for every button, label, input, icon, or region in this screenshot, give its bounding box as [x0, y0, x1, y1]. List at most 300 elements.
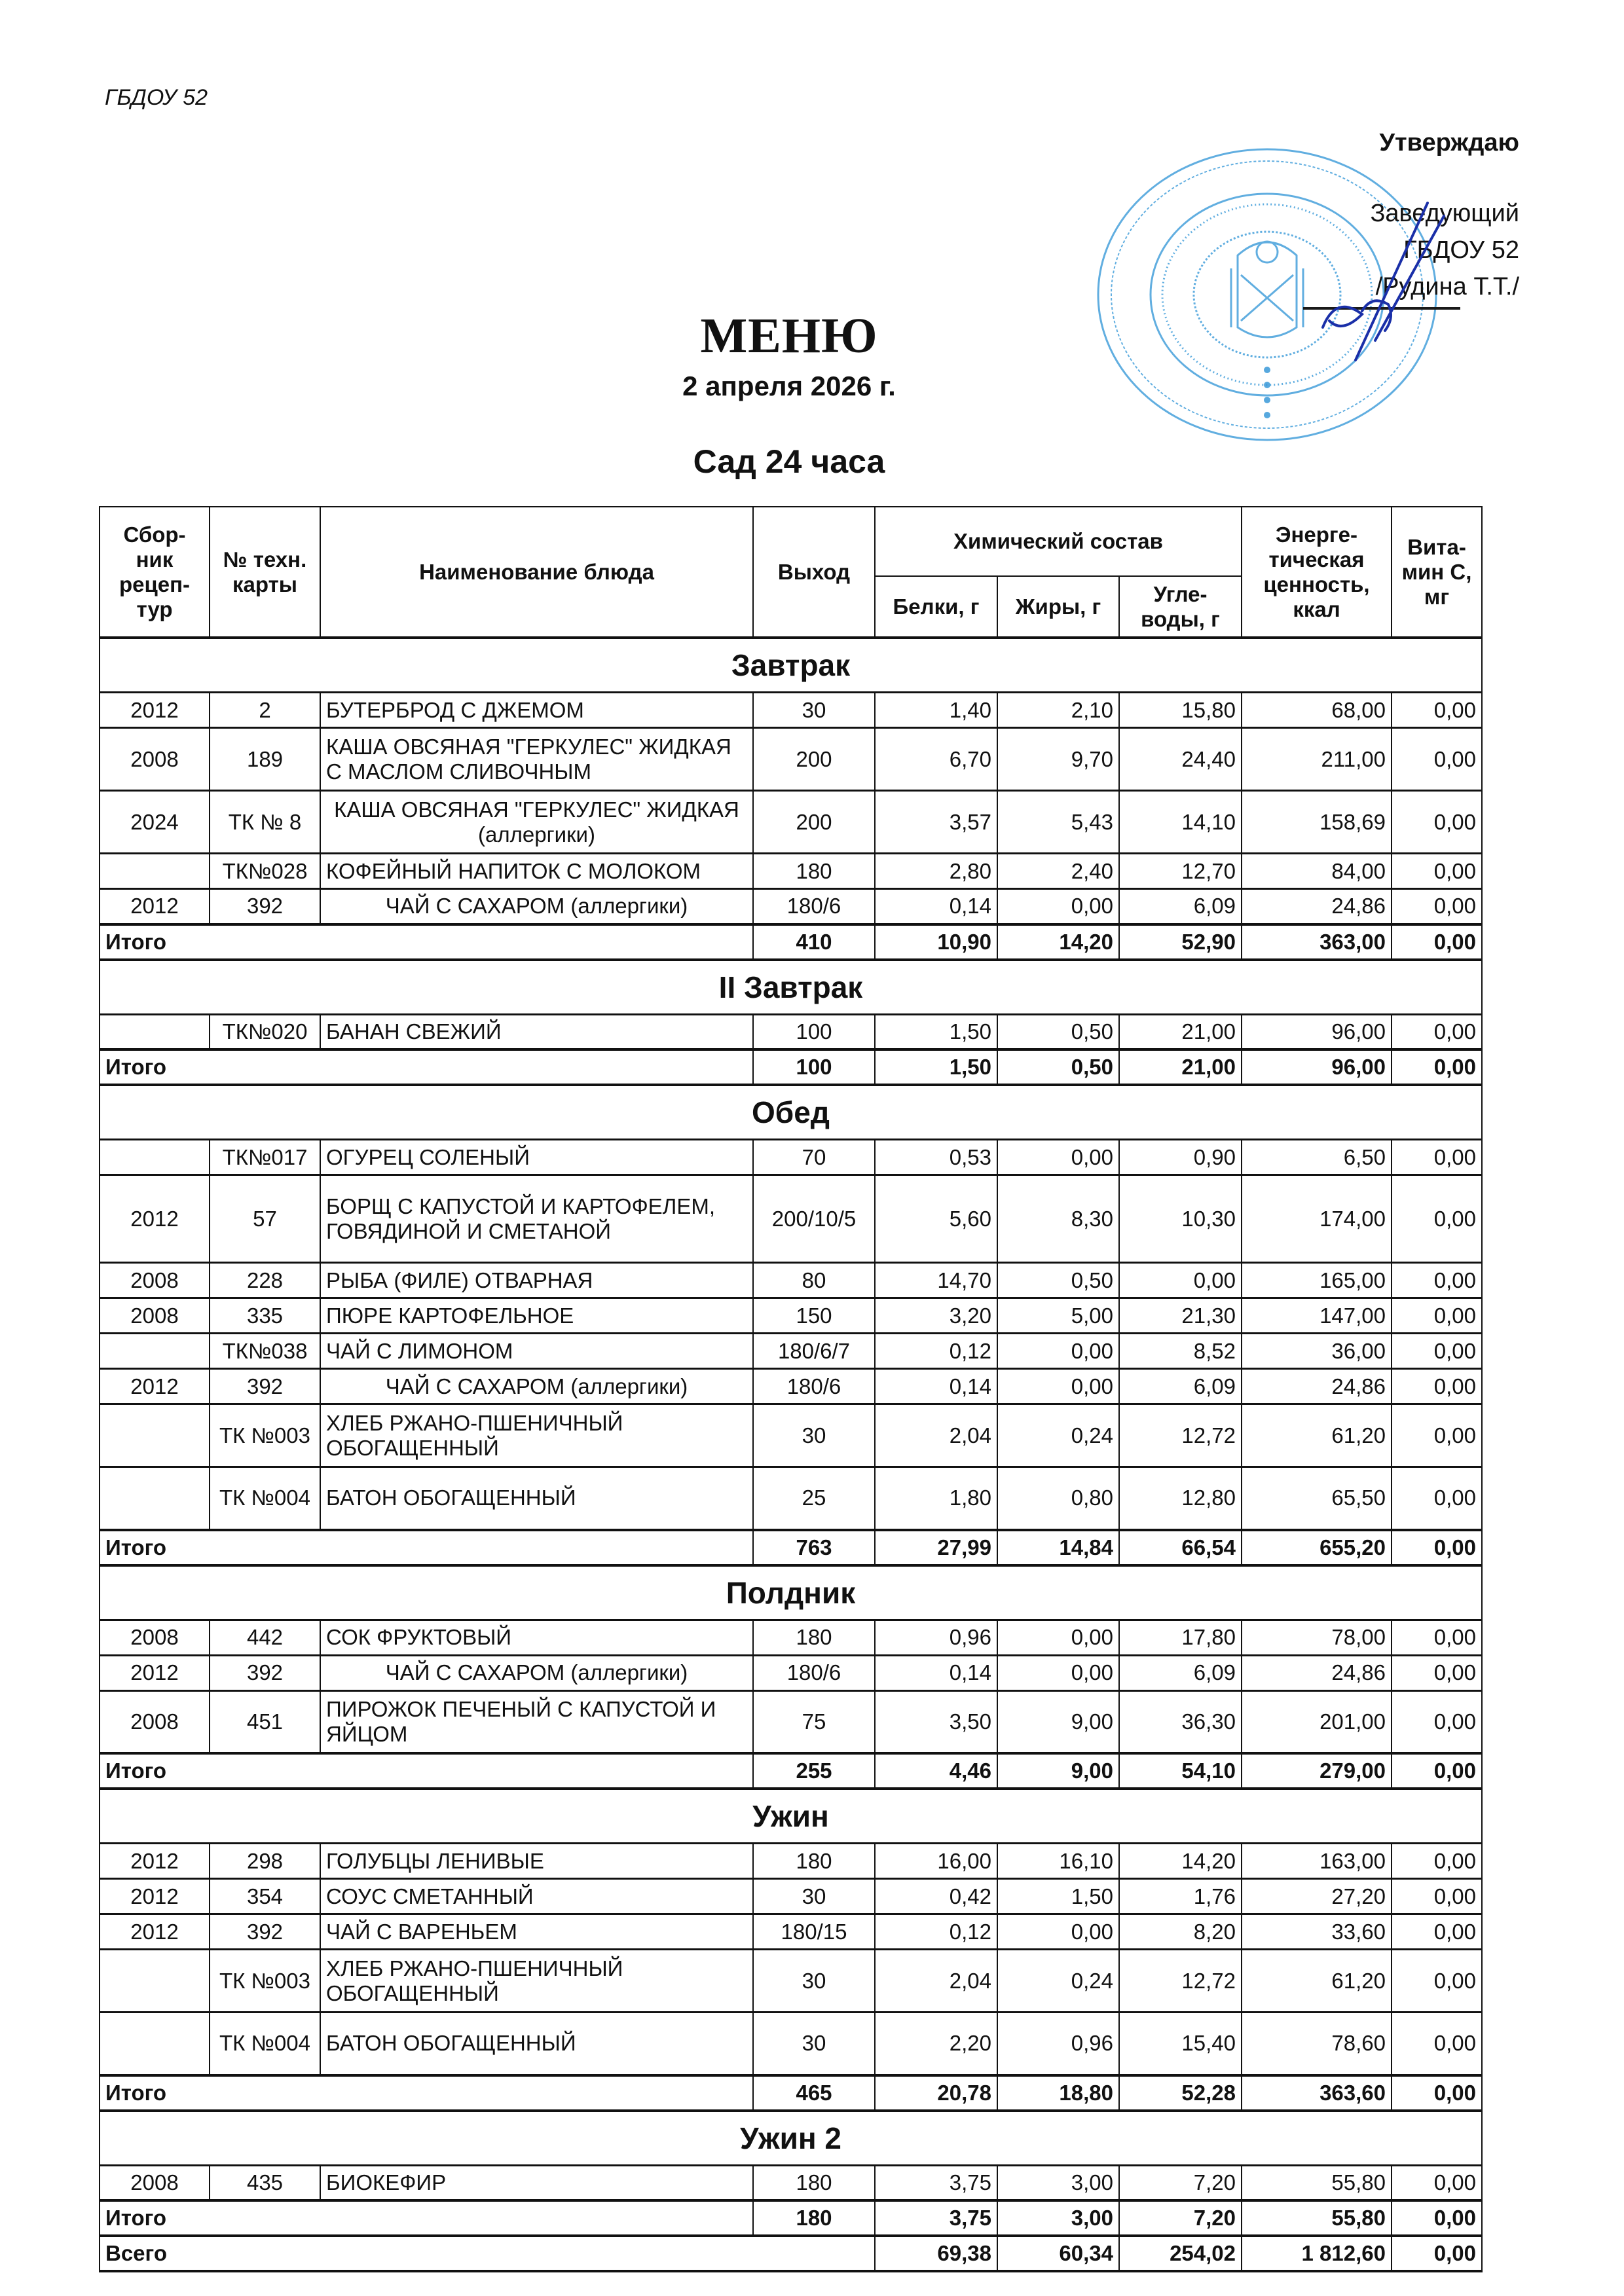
- grand-total-row: [100, 2236, 1482, 2271]
- cell-vitamin-c: 0,00: [1392, 889, 1482, 924]
- total-protein: 3,75: [875, 2200, 997, 2236]
- table-row: [100, 1263, 1482, 1298]
- cell-card-no: 2: [210, 693, 320, 728]
- cell-portion: 70: [753, 1140, 875, 1175]
- cell-collection: 2008: [100, 1620, 210, 1655]
- section-header-row: [100, 2111, 1482, 2166]
- cell-protein: 0,12: [875, 1914, 997, 1950]
- cell-collection: [100, 1404, 210, 1467]
- cell-collection: 2012: [100, 1844, 210, 1879]
- menu-date: 2 апреля 2026 г.: [682, 371, 896, 401]
- cell-protein: 6,70: [875, 728, 997, 791]
- cell-card-no: 442: [210, 1620, 320, 1655]
- section-total-row: [100, 924, 1482, 960]
- cell-portion: 180/15: [753, 1914, 875, 1950]
- cell-carbs: 17,80: [1119, 1620, 1242, 1655]
- total-vitamin-c: 0,00: [1392, 2200, 1482, 2236]
- cell-collection: 2008: [100, 2165, 210, 2200]
- grand-total-label: Всего: [100, 2236, 875, 2271]
- cell-protein: 3,20: [875, 1298, 997, 1334]
- cell-carbs: 8,52: [1119, 1334, 1242, 1369]
- cell-fat: 0,00: [997, 1334, 1119, 1369]
- cell-energy: 24,86: [1242, 1655, 1392, 1690]
- cell-carbs: 6,09: [1119, 1655, 1242, 1690]
- total-portion: 255: [753, 1753, 875, 1789]
- cell-fat: 5,43: [997, 791, 1119, 854]
- cell-protein: 14,70: [875, 1263, 997, 1298]
- cell-protein: 0,14: [875, 1369, 997, 1404]
- menu-subtitle: Сад 24 часа: [693, 443, 885, 480]
- cell-fat: 0,00: [997, 889, 1119, 924]
- total-vitamin-c: 0,00: [1392, 1530, 1482, 1565]
- cell-energy: 163,00: [1242, 1844, 1392, 1879]
- total-vitamin-c: 0,00: [1392, 1049, 1482, 1085]
- cell-carbs: 10,30: [1119, 1175, 1242, 1263]
- total-energy: 655,20: [1242, 1530, 1392, 1565]
- section-total-row: [100, 1049, 1482, 1085]
- cell-portion: 150: [753, 1298, 875, 1334]
- cell-carbs: 6,09: [1119, 889, 1242, 924]
- cell-fat: 0,50: [997, 1263, 1119, 1298]
- cell-card-no: 392: [210, 889, 320, 924]
- cell-fat: 0,00: [997, 1140, 1119, 1175]
- approval-title: Утверждаю: [1379, 129, 1519, 156]
- total-label: Итого: [100, 1530, 753, 1565]
- cell-portion: 30: [753, 1404, 875, 1467]
- cell-energy: 68,00: [1242, 693, 1392, 728]
- total-fat: 14,84: [997, 1530, 1119, 1565]
- cell-protein: 0,14: [875, 1655, 997, 1690]
- cell-portion: 200/10/5: [753, 1175, 875, 1263]
- cell-portion: 30: [753, 693, 875, 728]
- table-row: [100, 728, 1482, 791]
- cell-vitamin-c: 0,00: [1392, 1369, 1482, 1404]
- total-carbs: 66,54: [1119, 1530, 1242, 1565]
- section-title: Обед: [100, 1085, 1482, 1140]
- cell-card-no: ТК№020: [210, 1014, 320, 1049]
- total-protein: 10,90: [875, 924, 997, 960]
- total-fat: 0,50: [997, 1049, 1119, 1085]
- total-vitamin-c: 0,00: [1392, 2075, 1482, 2111]
- total-carbs: 21,00: [1119, 1049, 1242, 1085]
- col-header-fat: Жиры, г: [997, 576, 1119, 638]
- cell-fat: 5,00: [997, 1298, 1119, 1334]
- cell-collection: 2024: [100, 791, 210, 854]
- total-portion: 410: [753, 924, 875, 960]
- cell-collection: 2012: [100, 1175, 210, 1263]
- cell-carbs: 12,70: [1119, 854, 1242, 889]
- table-row: [100, 1298, 1482, 1334]
- cell-fat: 1,50: [997, 1879, 1119, 1914]
- cell-energy: 165,00: [1242, 1263, 1392, 1298]
- total-carbs: 7,20: [1119, 2200, 1242, 2236]
- cell-protein: 3,50: [875, 1690, 997, 1753]
- cell-card-no: 354: [210, 1879, 320, 1914]
- table-row: [100, 1914, 1482, 1950]
- cell-energy: 61,20: [1242, 1950, 1392, 2013]
- cell-energy: 55,80: [1242, 2165, 1392, 2200]
- table-row: [100, 1369, 1482, 1404]
- cell-energy: 33,60: [1242, 1914, 1392, 1950]
- cell-protein: 0,42: [875, 1879, 997, 1914]
- cell-card-no: 435: [210, 2165, 320, 2200]
- cell-card-no: ТК№017: [210, 1140, 320, 1175]
- total-label: Итого: [100, 2200, 753, 2236]
- cell-protein: 3,75: [875, 2165, 997, 2200]
- cell-portion: 30: [753, 1950, 875, 2013]
- organization-label: ГБДОУ 52: [105, 85, 208, 110]
- cell-protein: 0,12: [875, 1334, 997, 1369]
- cell-vitamin-c: 0,00: [1392, 1655, 1482, 1690]
- cell-collection: 2008: [100, 728, 210, 791]
- approval-name: /Рудина Т.Т./: [1375, 273, 1519, 301]
- section-total-row: [100, 2075, 1482, 2111]
- cell-dish-name: КАША ОВСЯНАЯ "ГЕРКУЛЕС" ЖИДКАЯ (аллергики): [320, 791, 753, 854]
- table-row: [100, 2165, 1482, 2200]
- cell-vitamin-c: 0,00: [1392, 1175, 1482, 1263]
- cell-fat: 0,00: [997, 1655, 1119, 1690]
- cell-carbs: 12,80: [1119, 1467, 1242, 1530]
- table-row: [100, 1467, 1482, 1530]
- table-row: [100, 1844, 1482, 1879]
- col-header-collection: Сбор-ник рецеп-тур: [100, 507, 210, 638]
- cell-energy: 36,00: [1242, 1334, 1392, 1369]
- cell-energy: 96,00: [1242, 1014, 1392, 1049]
- cell-fat: 0,00: [997, 1369, 1119, 1404]
- cell-vitamin-c: 0,00: [1392, 2013, 1482, 2075]
- cell-carbs: 7,20: [1119, 2165, 1242, 2200]
- cell-vitamin-c: 0,00: [1392, 728, 1482, 791]
- total-vitamin-c: 0,00: [1392, 924, 1482, 960]
- total-label: Итого: [100, 1049, 753, 1085]
- cell-protein: 1,80: [875, 1467, 997, 1530]
- total-portion: 100: [753, 1049, 875, 1085]
- cell-fat: 0,00: [997, 1620, 1119, 1655]
- col-header-carbs: Угле-воды, г: [1119, 576, 1242, 638]
- cell-protein: 0,53: [875, 1140, 997, 1175]
- section-header-row: [100, 960, 1482, 1015]
- cell-dish-name: ХЛЕБ РЖАНО-ПШЕНИЧНЫЙ ОБОГАЩЕННЫЙ: [320, 1404, 753, 1467]
- cell-energy: 147,00: [1242, 1298, 1392, 1334]
- total-portion: 763: [753, 1530, 875, 1565]
- cell-dish-name: ЧАЙ С САХАРОМ (аллергики): [320, 889, 753, 924]
- cell-card-no: 451: [210, 1690, 320, 1753]
- total-fat: 14,20: [997, 924, 1119, 960]
- cell-collection: [100, 1467, 210, 1530]
- total-label: Итого: [100, 924, 753, 960]
- cell-card-no: 392: [210, 1369, 320, 1404]
- table-row: [100, 1655, 1482, 1690]
- cell-dish-name: РЫБА (ФИЛЕ) ОТВАРНАЯ: [320, 1263, 753, 1298]
- cell-energy: 78,00: [1242, 1620, 1392, 1655]
- section-total-row: [100, 2200, 1482, 2236]
- cell-collection: 2012: [100, 1655, 210, 1690]
- table-row: [100, 1334, 1482, 1369]
- total-vitamin-c: 0,00: [1392, 1753, 1482, 1789]
- cell-carbs: 0,00: [1119, 1263, 1242, 1298]
- cell-fat: 8,30: [997, 1175, 1119, 1263]
- total-energy: 279,00: [1242, 1753, 1392, 1789]
- cell-portion: 80: [753, 1263, 875, 1298]
- section-title: Ужин: [100, 1789, 1482, 1844]
- cell-dish-name: ПЮРЕ КАРТОФЕЛЬНОЕ: [320, 1298, 753, 1334]
- cell-portion: 75: [753, 1690, 875, 1753]
- cell-dish-name: ЧАЙ С САХАРОМ (аллергики): [320, 1655, 753, 1690]
- cell-fat: 2,40: [997, 854, 1119, 889]
- cell-card-no: ТК № 8: [210, 791, 320, 854]
- total-portion: 180: [753, 2200, 875, 2236]
- cell-vitamin-c: 0,00: [1392, 1014, 1482, 1049]
- cell-protein: 2,04: [875, 1404, 997, 1467]
- col-header-dish-name: Наименование блюда: [320, 507, 753, 638]
- cell-protein: 0,96: [875, 1620, 997, 1655]
- cell-protein: 3,57: [875, 791, 997, 854]
- cell-vitamin-c: 0,00: [1392, 1690, 1482, 1753]
- table-row: [100, 1175, 1482, 1263]
- cell-vitamin-c: 0,00: [1392, 1140, 1482, 1175]
- section-total-row: [100, 1753, 1482, 1789]
- cell-fat: 2,10: [997, 693, 1119, 728]
- table-row: [100, 1014, 1482, 1049]
- table-row: [100, 2013, 1482, 2075]
- cell-card-no: ТК№028: [210, 854, 320, 889]
- cell-fat: 0,24: [997, 1404, 1119, 1467]
- cell-fat: 0,96: [997, 2013, 1119, 2075]
- grand-total-vitamin-c: 0,00: [1392, 2236, 1482, 2271]
- cell-dish-name: ХЛЕБ РЖАНО-ПШЕНИЧНЫЙ ОБОГАЩЕННЫЙ: [320, 1950, 753, 2013]
- cell-dish-name: СОУС СМЕТАННЫЙ: [320, 1879, 753, 1914]
- cell-carbs: 15,40: [1119, 2013, 1242, 2075]
- grand-total-protein: 69,38: [875, 2236, 997, 2271]
- cell-card-no: 228: [210, 1263, 320, 1298]
- cell-collection: 2008: [100, 1690, 210, 1753]
- cell-energy: 84,00: [1242, 854, 1392, 889]
- table-row: [100, 693, 1482, 728]
- total-energy: 363,00: [1242, 924, 1392, 960]
- cell-dish-name: БУТЕРБРОД С ДЖЕМОМ: [320, 693, 753, 728]
- approval-institution: ГБДОУ 52: [1403, 236, 1519, 264]
- total-portion: 465: [753, 2075, 875, 2111]
- cell-carbs: 24,40: [1119, 728, 1242, 791]
- cell-vitamin-c: 0,00: [1392, 1879, 1482, 1914]
- cell-portion: 200: [753, 791, 875, 854]
- cell-vitamin-c: 0,00: [1392, 854, 1482, 889]
- cell-fat: 0,80: [997, 1467, 1119, 1530]
- cell-collection: [100, 1334, 210, 1369]
- cell-carbs: 14,20: [1119, 1844, 1242, 1879]
- section-header-row: [100, 1789, 1482, 1844]
- table-row: [100, 854, 1482, 889]
- cell-card-no: 392: [210, 1914, 320, 1950]
- cell-protein: 0,14: [875, 889, 997, 924]
- cell-energy: 24,86: [1242, 889, 1392, 924]
- section-title: Ужин 2: [100, 2111, 1482, 2166]
- cell-collection: [100, 2013, 210, 2075]
- total-carbs: 52,28: [1119, 2075, 1242, 2111]
- cell-portion: 180/6: [753, 1369, 875, 1404]
- table-row: [100, 889, 1482, 924]
- total-fat: 18,80: [997, 2075, 1119, 2111]
- cell-carbs: 12,72: [1119, 1404, 1242, 1467]
- cell-fat: 0,50: [997, 1014, 1119, 1049]
- total-protein: 1,50: [875, 1049, 997, 1085]
- cell-protein: 16,00: [875, 1844, 997, 1879]
- cell-energy: 27,20: [1242, 1879, 1392, 1914]
- cell-dish-name: ГОЛУБЦЫ ЛЕНИВЫЕ: [320, 1844, 753, 1879]
- cell-card-no: ТК №004: [210, 1467, 320, 1530]
- cell-dish-name: ЧАЙ С ЛИМОНОМ: [320, 1334, 753, 1369]
- cell-carbs: 6,09: [1119, 1369, 1242, 1404]
- col-header-chemical: Химический состав: [875, 507, 1242, 576]
- cell-card-no: ТК№038: [210, 1334, 320, 1369]
- cell-portion: 180/6: [753, 889, 875, 924]
- cell-vitamin-c: 0,00: [1392, 1844, 1482, 1879]
- table-row: [100, 1950, 1482, 2013]
- col-header-portion: Выход: [753, 507, 875, 638]
- cell-vitamin-c: 0,00: [1392, 1914, 1482, 1950]
- total-label: Итого: [100, 1753, 753, 1789]
- cell-card-no: 335: [210, 1298, 320, 1334]
- cell-dish-name: ЧАЙ С ВАРЕНЬЕМ: [320, 1914, 753, 1950]
- cell-energy: 201,00: [1242, 1690, 1392, 1753]
- total-fat: 3,00: [997, 2200, 1119, 2236]
- cell-collection: 2012: [100, 1879, 210, 1914]
- cell-carbs: 0,90: [1119, 1140, 1242, 1175]
- total-carbs: 54,10: [1119, 1753, 1242, 1789]
- cell-carbs: 12,72: [1119, 1950, 1242, 2013]
- total-energy: 363,60: [1242, 2075, 1392, 2111]
- cell-collection: 2012: [100, 1914, 210, 1950]
- cell-protein: 5,60: [875, 1175, 997, 1263]
- menu-table: [99, 506, 1483, 2272]
- grand-total-energy: 1 812,60: [1242, 2236, 1392, 2271]
- cell-card-no: ТК №003: [210, 1950, 320, 2013]
- cell-card-no: ТК №004: [210, 2013, 320, 2075]
- grand-total-fat: 60,34: [997, 2236, 1119, 2271]
- total-label: Итого: [100, 2075, 753, 2111]
- section-title: Завтрак: [100, 638, 1482, 693]
- cell-carbs: 1,76: [1119, 1879, 1242, 1914]
- cell-vitamin-c: 0,00: [1392, 1620, 1482, 1655]
- cell-dish-name: БАТОН ОБОГАЩЕННЫЙ: [320, 2013, 753, 2075]
- cell-portion: 180: [753, 1620, 875, 1655]
- cell-dish-name: БАТОН ОБОГАЩЕННЫЙ: [320, 1467, 753, 1530]
- total-energy: 55,80: [1242, 2200, 1392, 2236]
- cell-portion: 180/6/7: [753, 1334, 875, 1369]
- cell-protein: 1,40: [875, 693, 997, 728]
- col-header-vitamin-c: Вита-мин С, мг: [1392, 507, 1482, 638]
- cell-protein: 2,20: [875, 2013, 997, 2075]
- grand-total-carbs: 254,02: [1119, 2236, 1242, 2271]
- cell-vitamin-c: 0,00: [1392, 693, 1482, 728]
- cell-collection: [100, 854, 210, 889]
- table-row: [100, 791, 1482, 854]
- cell-energy: 211,00: [1242, 728, 1392, 791]
- cell-portion: 180: [753, 2165, 875, 2200]
- cell-dish-name: ОГУРЕЦ СОЛЕНЫЙ: [320, 1140, 753, 1175]
- table-row: [100, 1690, 1482, 1753]
- cell-carbs: 36,30: [1119, 1690, 1242, 1753]
- cell-collection: 2012: [100, 889, 210, 924]
- section-title: Полдник: [100, 1565, 1482, 1620]
- cell-carbs: 14,10: [1119, 791, 1242, 854]
- cell-portion: 180: [753, 854, 875, 889]
- table-row: [100, 1879, 1482, 1914]
- section-header-row: [100, 638, 1482, 693]
- cell-collection: [100, 1014, 210, 1049]
- col-header-energy: Энерге-тическая ценность, ккал: [1242, 507, 1392, 638]
- cell-fat: 0,24: [997, 1950, 1119, 2013]
- cell-card-no: 298: [210, 1844, 320, 1879]
- cell-card-no: ТК №003: [210, 1404, 320, 1467]
- cell-portion: 180: [753, 1844, 875, 1879]
- cell-carbs: 15,80: [1119, 693, 1242, 728]
- cell-dish-name: БИОКЕФИР: [320, 2165, 753, 2200]
- total-carbs: 52,90: [1119, 924, 1242, 960]
- menu-body: [100, 638, 1482, 2271]
- cell-collection: 2008: [100, 1263, 210, 1298]
- cell-vitamin-c: 0,00: [1392, 791, 1482, 854]
- table-row: [100, 1620, 1482, 1655]
- cell-energy: 78,60: [1242, 2013, 1392, 2075]
- cell-portion: 30: [753, 1879, 875, 1914]
- cell-energy: 174,00: [1242, 1175, 1392, 1263]
- cell-fat: 16,10: [997, 1844, 1119, 1879]
- cell-fat: 9,70: [997, 728, 1119, 791]
- total-protein: 4,46: [875, 1753, 997, 1789]
- total-protein: 27,99: [875, 1530, 997, 1565]
- cell-vitamin-c: 0,00: [1392, 1298, 1482, 1334]
- cell-fat: 3,00: [997, 2165, 1119, 2200]
- cell-fat: 9,00: [997, 1690, 1119, 1753]
- cell-portion: 180/6: [753, 1655, 875, 1690]
- cell-energy: 158,69: [1242, 791, 1392, 854]
- cell-dish-name: КАША ОВСЯНАЯ "ГЕРКУЛЕС" ЖИДКАЯ С МАСЛОМ СЛИВОЧНЫМ: [320, 728, 753, 791]
- cell-vitamin-c: 0,00: [1392, 1263, 1482, 1298]
- cell-dish-name: БОРЩ С КАПУСТОЙ И КАРТОФЕЛЕМ, ГОВЯДИНОЙ И СМЕТАНОЙ: [320, 1175, 753, 1263]
- cell-dish-name: ПИРОЖОК ПЕЧЕНЫЙ С КАПУСТОЙ И ЯЙЦОМ: [320, 1690, 753, 1753]
- cell-dish-name: БАНАН СВЕЖИЙ: [320, 1014, 753, 1049]
- col-header-protein: Белки, г: [875, 576, 997, 638]
- cell-protein: 1,50: [875, 1014, 997, 1049]
- cell-card-no: 189: [210, 728, 320, 791]
- total-fat: 9,00: [997, 1753, 1119, 1789]
- approval-position: Заведующий: [1370, 200, 1519, 227]
- cell-portion: 25: [753, 1467, 875, 1530]
- cell-vitamin-c: 0,00: [1392, 1404, 1482, 1467]
- section-total-row: [100, 1530, 1482, 1565]
- cell-carbs: 8,20: [1119, 1914, 1242, 1950]
- cell-portion: 30: [753, 2013, 875, 2075]
- section-header-row: [100, 1085, 1482, 1140]
- cell-card-no: 57: [210, 1175, 320, 1263]
- cell-portion: 200: [753, 728, 875, 791]
- cell-energy: 6,50: [1242, 1140, 1392, 1175]
- table-row: [100, 1404, 1482, 1467]
- cell-collection: [100, 1140, 210, 1175]
- cell-energy: 61,20: [1242, 1404, 1392, 1467]
- page-title: МЕНЮ: [700, 308, 878, 363]
- cell-card-no: 392: [210, 1655, 320, 1690]
- cell-collection: 2012: [100, 1369, 210, 1404]
- cell-collection: 2008: [100, 1298, 210, 1334]
- total-energy: 96,00: [1242, 1049, 1392, 1085]
- cell-dish-name: СОК ФРУКТОВЫЙ: [320, 1620, 753, 1655]
- col-header-card-no: № техн. карты: [210, 507, 320, 638]
- cell-protein: 2,80: [875, 854, 997, 889]
- cell-energy: 24,86: [1242, 1369, 1392, 1404]
- cell-vitamin-c: 0,00: [1392, 1950, 1482, 2013]
